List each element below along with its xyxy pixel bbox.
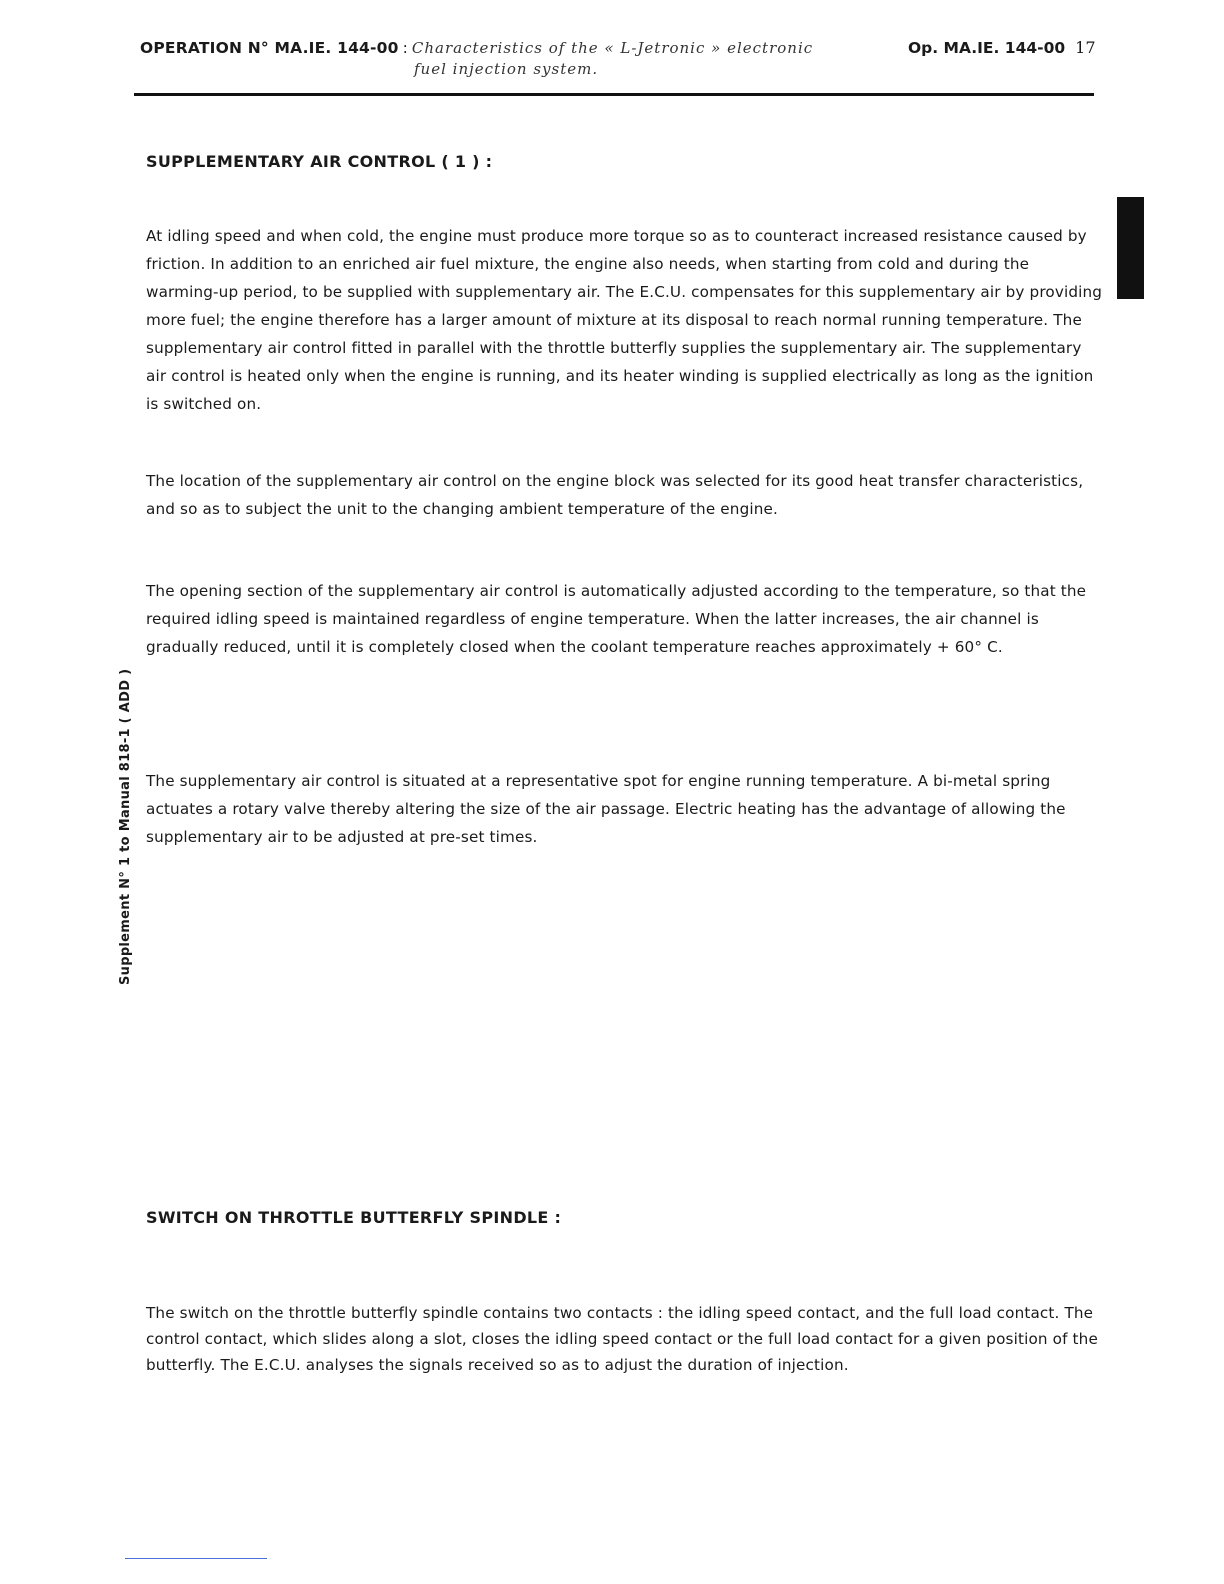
paragraph-opening-section: The opening section of the supplementary air control is automatically adjusted according to the temperature, so that the required idling speed is maintained regardless of engine temperature. When the latter increases, the air channel is gradually reduced, until it is completely closed when the coolant temperature reaches approximately + 60° C. bbox=[146, 582, 1087, 656]
operation-reference: Op. MA.IE. 144-00 bbox=[908, 39, 1066, 57]
header-rule bbox=[134, 93, 1094, 96]
operation-title-line2: fuel injection system. bbox=[414, 60, 599, 78]
operation-code: OPERATION N° MA.IE. 144-00 bbox=[140, 39, 399, 57]
header-separator: : bbox=[402, 39, 408, 57]
section-heading-supplementary-air: SUPPLEMENTARY AIR CONTROL ( 1 ) : bbox=[146, 152, 493, 171]
paragraph-idling-cold: At idling speed and when cold, the engine must produce more torque so as to counteract increased resistance caused by friction. In addition to an enriched air fuel mixture, the engine also needs, when starting from cold and during the warming-up period, to be supplied with supplementary air. The E.C.U. compensates for this supplementary air by providing more fuel; the engine therefore has a larger amount of mixture at its disposal to reach normal running temperature. The supplementary air control fitted in parallel with the throttle butterfly supplies the supplementary air. The supplementary air control is heated only when the engine is running, and its heater winding is supplied electrically as long as the ignition is switched on. bbox=[146, 227, 1103, 413]
operation-title-line1: Characteristics of the « L-Jetronic » electronic bbox=[411, 39, 814, 57]
footer-underline bbox=[125, 1558, 267, 1559]
paragraph-location: The location of the supplementary air control on the engine block was selected for its good heat transfer characteristics, and so as to subject the unit to the changing ambient temperature of the engine. bbox=[146, 472, 1084, 518]
page-number: 17 bbox=[1075, 38, 1096, 57]
header-reference-block bbox=[908, 38, 1096, 58]
paragraph-throttle-switch: The switch on the throttle butterfly spindle contains two contacts : the idling speed contact, and the full load contact. The control contact, which slides along a slot, closes the idling speed contact or the full load contact for a given position of the butterfly. The E.C.U. analyses the signals received so as to adjust the duration of injection. bbox=[146, 1304, 1098, 1374]
section-heading-throttle-switch: SWITCH ON THROTTLE BUTTERFLY SPINDLE : bbox=[146, 1208, 562, 1227]
side-tab-marker bbox=[1117, 197, 1144, 299]
paragraph-bimetal: The supplementary air control is situated at a representative spot for engine running temperature. A bi-metal spring actuates a rotary valve thereby altering the size of the air passage. Electric heating has the advantage of allowing the supplementary air to be adjusted at pre-set times. bbox=[146, 772, 1066, 846]
header-operation bbox=[140, 38, 813, 58]
supplement-side-note: Supplement N° 1 to Manual 818-1 ( ADD ) bbox=[118, 668, 133, 985]
